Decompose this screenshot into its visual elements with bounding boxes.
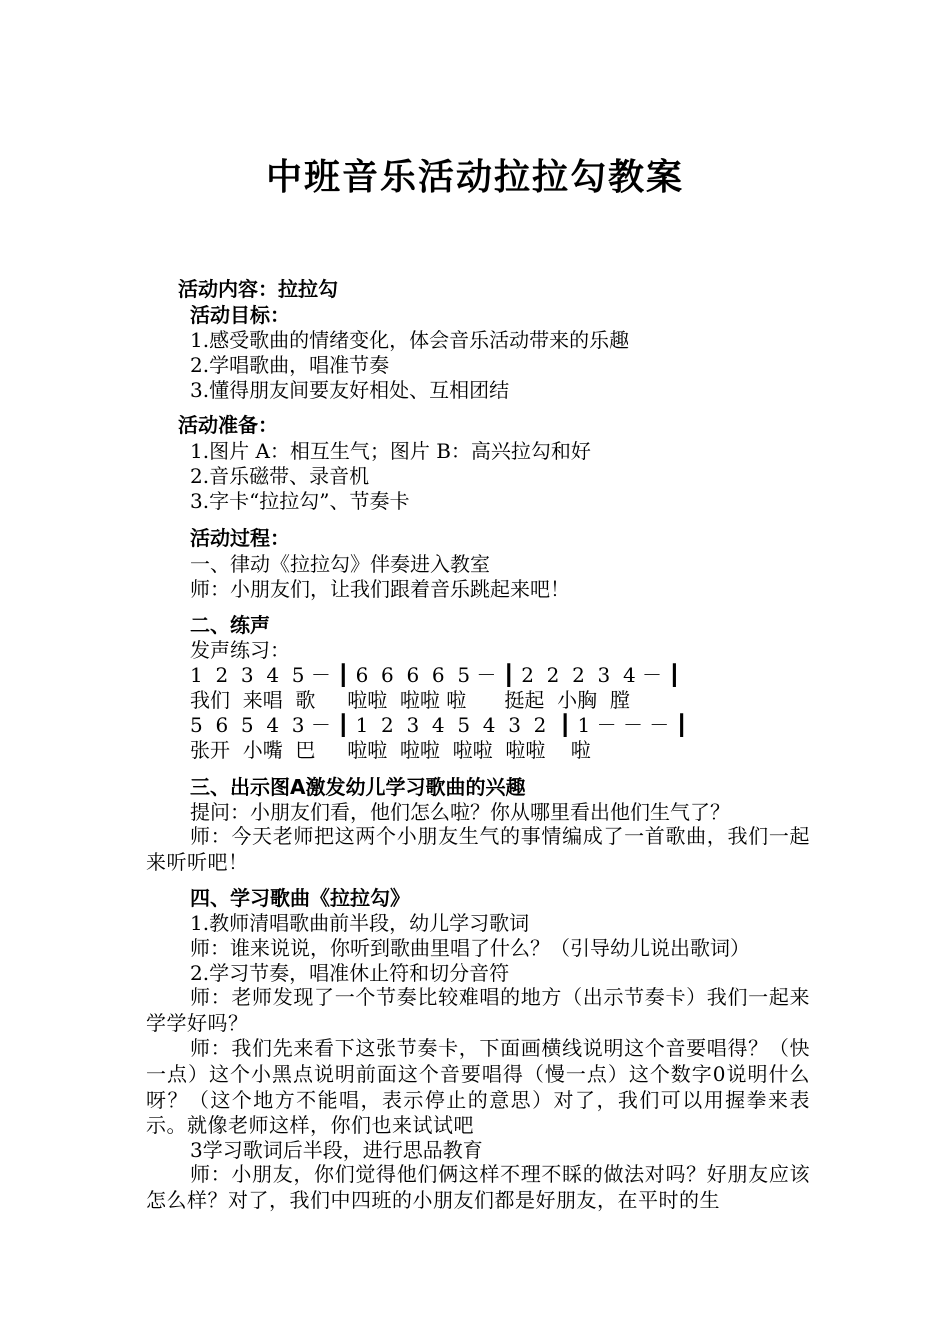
- section3-paragraph: 师：今天老师把这两个小朋友生气的事情编成了一首歌曲，我们一起来听听吧！: [146, 824, 810, 874]
- goals-heading: 活动目标：: [190, 303, 290, 327]
- section2-sub: 发声练习：: [190, 638, 290, 662]
- section4-paragraph-1: 师：老师发现了一个节奏比较难唱的地方（出示节奏卡）我们一起来学学好吗？: [146, 985, 810, 1035]
- goal-item: 1.感受歌曲的情绪变化，体会音乐活动带来的乐趣: [190, 328, 630, 352]
- process-step1: 一、律动《拉拉勾》伴奏进入教室: [190, 552, 490, 576]
- section2-heading: 二、练声: [190, 613, 270, 637]
- section4-item1: 1.教师清唱歌曲前半段，幼儿学习歌词: [190, 911, 530, 935]
- section4-item3: 3学习歌词后半段，进行思品教育: [190, 1138, 483, 1162]
- section4-heading: 四、学习歌曲《拉拉勾》: [190, 886, 410, 910]
- prep-item: 1.图片 A：相互生气；图片 B：高兴拉勾和好: [190, 439, 591, 463]
- prep-item: 2.音乐磁带、录音机: [190, 464, 370, 488]
- prep-item: 3.字卡“拉拉勾”、节奏卡: [190, 489, 410, 513]
- section4-item1-line: 师：谁来说说，你听到歌曲里唱了什么？（引导幼儿说出歌词）: [190, 936, 750, 960]
- section4-paragraph-2: 师：我们先来看下这张节奏卡，下面画横线说明这个音要唱得？（快一点）这个小黑点说明前面这个音要唱得（慢一点）这个数字0说明什么呀？（这个地方不能唱，表示停止的意思）对了，我们可以用握拳来表示。就像老师这样，你们也来试试吧: [146, 1036, 810, 1138]
- section3-line1: 提问：小朋友们看，他们怎么啦？你从哪里看出他们生气了？: [190, 800, 730, 824]
- section4-item2: 2.学习节奏，唱准休止符和切分音符: [190, 961, 510, 985]
- process-step1-line: 师：小朋友们，让我们跟着音乐跳起来吧！: [190, 577, 570, 601]
- page-title: 中班音乐活动拉拉勾教案: [265, 157, 684, 198]
- notation-line-1: 1 2 3 4 5 － ┃ 6 6 6 6 5 － ┃ 2 2 2 3 4 － ┃: [190, 663, 681, 687]
- goal-item: 2.学唱歌曲，唱准节奏: [190, 353, 390, 377]
- process-heading: 活动过程：: [190, 526, 290, 550]
- lyrics-line-2: 张开 小嘴 巴 啦啦 啦啦 啦啦 啦啦 啦: [190, 738, 591, 762]
- section3-heading: 三、出示图A激发幼儿学习歌曲的兴趣: [190, 775, 526, 799]
- goal-item: 3.懂得朋友间要友好相处、互相团结: [190, 378, 510, 402]
- section4-paragraph-3: 师：小朋友，你们觉得他们俩这样不理不睬的做法对吗？好朋友应该怎么样？对了，我们中四班的小朋友们都是好朋友，在平时的生: [146, 1162, 810, 1212]
- lyrics-line-1: 我们 来唱 歌 啦啦 啦啦 啦 挺起 小胸 膛: [190, 688, 630, 712]
- activity-content-label: 活动内容：拉拉勾: [178, 277, 338, 301]
- notation-line-2: 5 6 5 4 3 － ┃ 1 2 3 4 5 4 3 2 ┃ 1 － － － ┃: [190, 713, 688, 737]
- prep-heading: 活动准备：: [178, 413, 278, 437]
